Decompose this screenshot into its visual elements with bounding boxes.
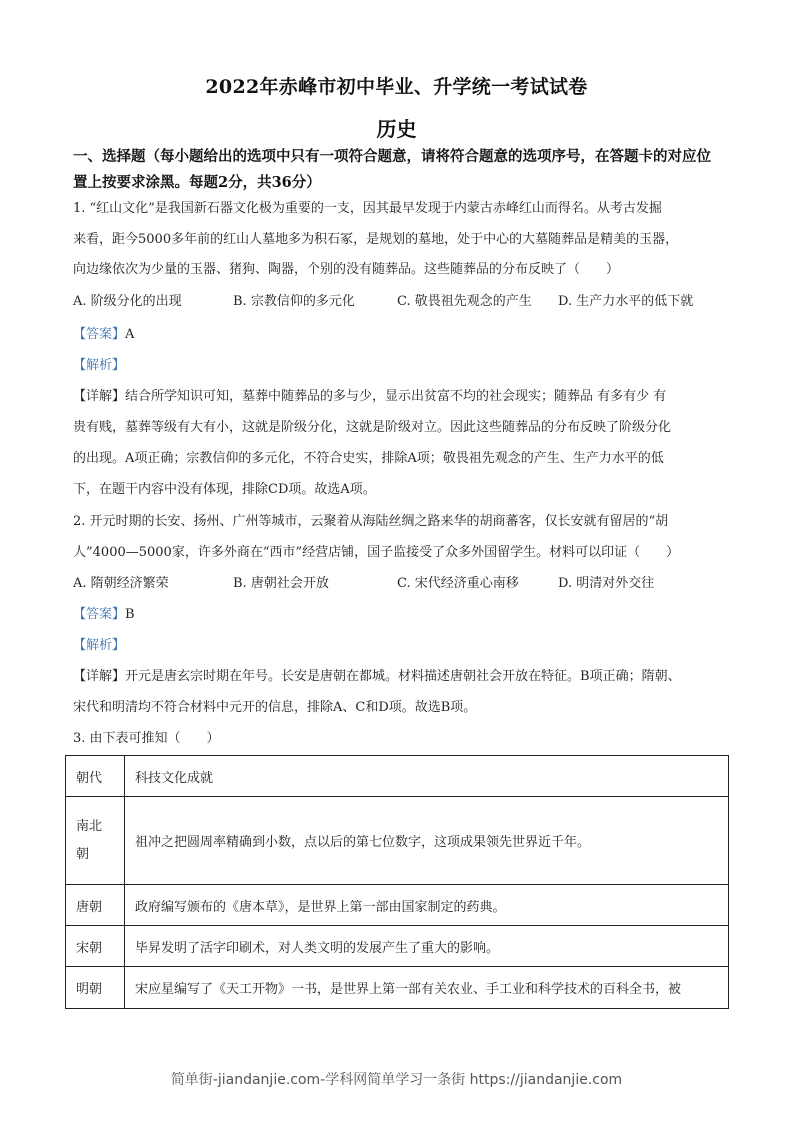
q2-option-a: A. 隋朝经济繁荣 bbox=[73, 576, 169, 591]
footer-watermark: 简单街-jiandanjie.com-学科网简单学习一条街 https://jiandanjie.com bbox=[170, 1072, 623, 1088]
q3-stem: 3. 由下表可推知（ ） bbox=[73, 731, 220, 746]
table-row bbox=[66, 926, 729, 967]
q1-line-3: 向边缘依次为少量的玉器、猪狗、陶器，个别的没有随葬品。这些随葬品的分布反映了（ ） bbox=[73, 262, 620, 277]
subject-title: 历史 bbox=[376, 117, 417, 141]
table-row bbox=[66, 967, 729, 1009]
q1-option-a: A. 阶级分化的出现 bbox=[73, 294, 182, 309]
section-heading: 一、选择题（每小题给出的选项中只有一项符合题意，请将符合题意的选项序号，在答题卡的对应位置上按要求涂黑。每题2分，共36分） bbox=[73, 148, 711, 191]
table-cell-dynasty: 宋朝 bbox=[66, 926, 125, 967]
table-row bbox=[66, 797, 729, 885]
achievements-table bbox=[65, 755, 729, 1009]
q2-line-1: 2. 开元时期的长安、扬州、广州等城市，云聚着从海陆丝绸之路来华的胡商蕃客，仅长安就有留居的“胡 bbox=[73, 514, 669, 529]
q1-detail-line-2: 贵有贱，墓葬等级有大有小，这就是阶级分化，这就是阶级对立。因此这些随葬品的分布反映了阶级分化 bbox=[73, 420, 672, 435]
table-cell-achievement: 毕昇发明了活字印刷术，对人类文明的发展产生了重大的影响。 bbox=[125, 926, 729, 967]
table-cell-dynasty: 明朝 bbox=[66, 967, 125, 1009]
q1-analysis-label: 【解析】 bbox=[73, 358, 126, 373]
exam-title: 2022年赤峰市初中毕业、升学统一考试试卷 bbox=[205, 76, 588, 98]
table-cell-dynasty: 唐朝 bbox=[66, 885, 125, 926]
table-header-cell: 科技文化成就 bbox=[125, 756, 729, 797]
table-cell-dynasty: 南北朝 bbox=[66, 797, 125, 885]
q2-line-2: 人”4000—5000家，许多外商在“西市”经营店铺，国子监接受了众多外国留学生。材料可以印证（ ） bbox=[73, 545, 680, 560]
answer-value: A bbox=[125, 327, 135, 342]
q1-detail-line-3: 的出现。A项正确；宗教信仰的多元化，不符合史实，排除A项；敬畏祖先观念的产生、生产力水平的低 bbox=[73, 451, 664, 466]
q1-answer bbox=[73, 325, 723, 345]
q2-answer bbox=[73, 605, 723, 625]
detail-label: 【详解】 bbox=[73, 669, 126, 684]
q2-analysis-label: 【解析】 bbox=[73, 638, 126, 653]
answer-label: 【答案】 bbox=[73, 607, 126, 622]
q1-option-b: B. 宗教信仰的多元化 bbox=[233, 294, 355, 309]
q1-line-2: 来看，距今5000多年前的红山人墓地多为积石冢，是规划的墓地，处于中心的大墓随葬品是精美的玉器， bbox=[73, 232, 679, 247]
q1-detail-line-1: 【详解】结合所学知识可知，墓葬中随葬品的多与少，显示出贫富不均的社会现实；随葬品 有多有少 有 bbox=[73, 389, 667, 404]
q1-line-1: 1. “红山文化”是我国新石器文化极为重要的一支，因其最早发现于内蒙古赤峰红山而得名。从考古发掘 bbox=[73, 201, 662, 216]
table-cell-achievement: 祖冲之把圆周率精确到小数，点以后的第七位数字，这项成果领先世界近千年。 bbox=[125, 797, 729, 885]
q2-option-c: C. 宋代经济重心南移 bbox=[397, 576, 519, 591]
q2-detail-line-2: 宋代和明清均不符合材料中元开的信息，排除A、C和D项。故选B项。 bbox=[73, 700, 477, 715]
table-cell-achievement: 政府编写颁布的《唐本草》，是世界上第一部由国家制定的药典。 bbox=[125, 885, 729, 926]
q2-option-b: B. 唐朝社会开放 bbox=[233, 576, 329, 591]
q2-detail-line-1: 【详解】开元是唐玄宗时期在年号。长安是唐朝在都城。材料描述唐朝社会开放在特征。B项正确；隋朝、 bbox=[73, 669, 681, 684]
q1-option-d: D. 生产力水平的低下就 bbox=[558, 294, 694, 309]
q1-option-c: C. 敬畏祖先观念的产生 bbox=[397, 294, 532, 309]
detail-label: 【详解】 bbox=[73, 389, 126, 404]
table-cell-achievement: 宋应星编写了《天工开物》一书，是世界上第一部有关农业、手工业和科学技术的百科全书，被 bbox=[125, 967, 729, 1009]
table-header-cell: 朝代 bbox=[66, 756, 125, 797]
table-header-row bbox=[66, 756, 729, 797]
q1-detail-line-4: 下，在题干内容中没有体现，排除CD项。故选A项。 bbox=[73, 482, 376, 497]
answer-label: 【答案】 bbox=[73, 327, 126, 342]
table-row bbox=[66, 885, 729, 926]
answer-value: B bbox=[125, 607, 135, 622]
q2-option-d: D. 明清对外交往 bbox=[558, 576, 655, 591]
